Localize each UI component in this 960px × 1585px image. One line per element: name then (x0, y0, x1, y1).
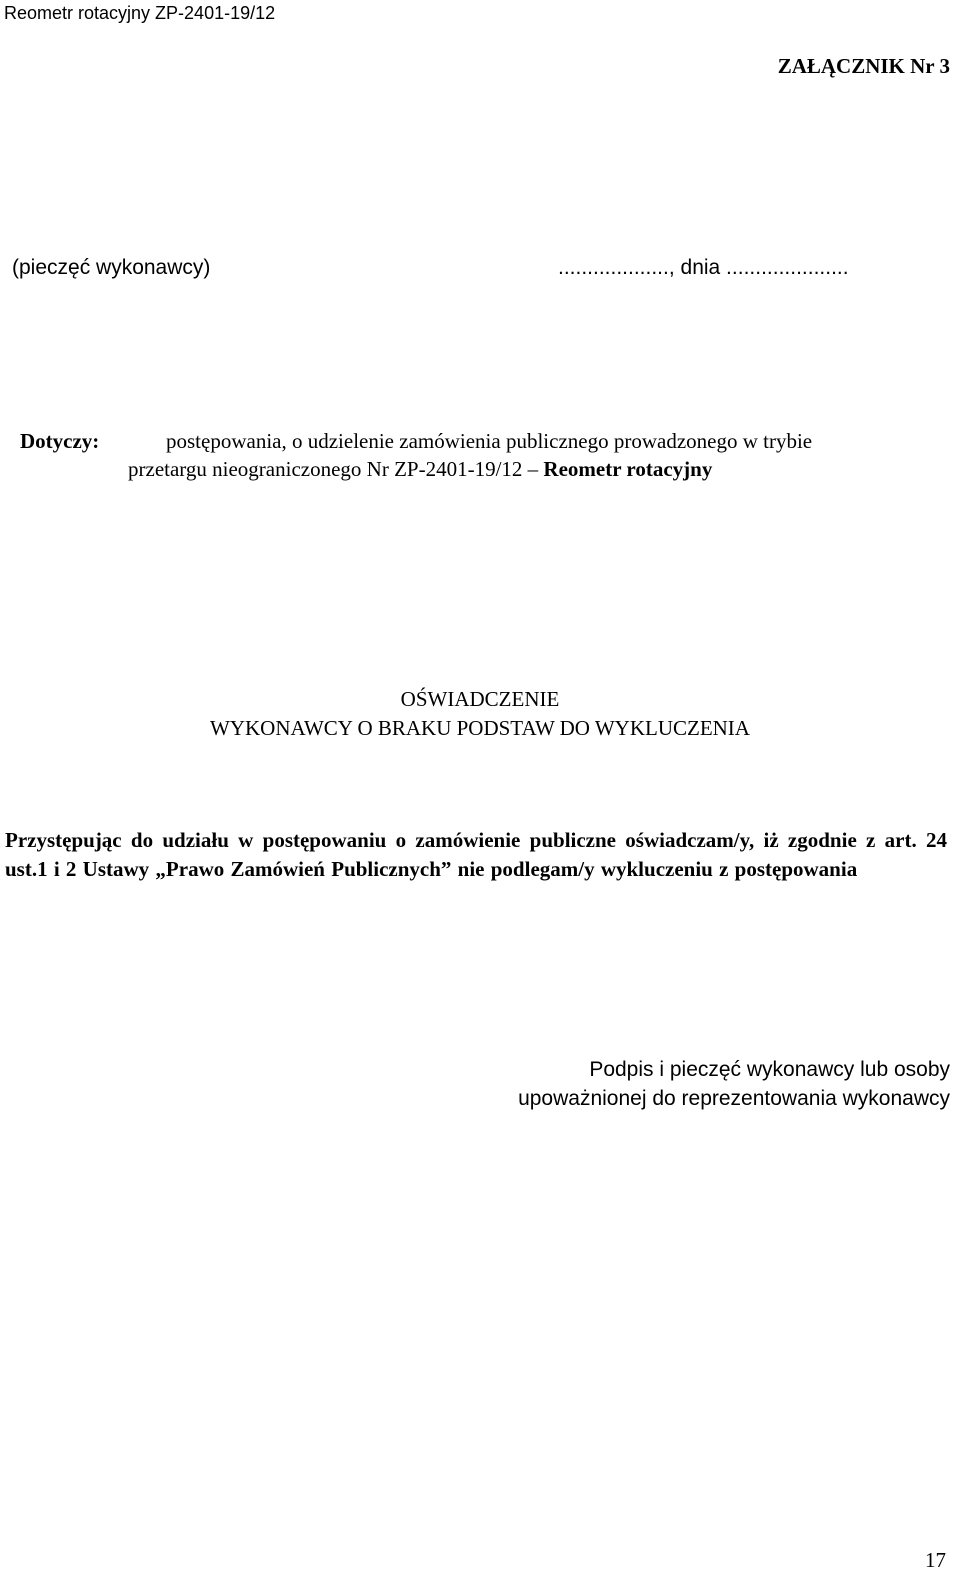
statement-title: OŚWIADCZENIE (400, 687, 560, 711)
contractor-stamp-label: (pieczęć wykonawcy) (12, 256, 211, 279)
running-header: Reometr rotacyjny ZP-2401-19/12 (4, 3, 276, 23)
concerns-line-1: postępowania, o udzielenie zamówienia publicznego prowadzonego w trybie (166, 429, 813, 453)
concerns-line-2 (128, 455, 712, 483)
subject-name: Reometr rotacyjny (543, 457, 713, 481)
statement-subtitle: WYKONAWCY O BRAKU PODSTAW DO WYKLUCZENIA (210, 716, 750, 740)
signature-block (350, 1055, 950, 1113)
statement-body: Przystępując do udziału w postępowaniu o zamówienie publiczne oświadczam/y, iż zgodnie z art. 24 ust.1 i 2 Ustawy „Prawo Zamówień Publicznych” nie podlegam/y wykluczeniu z postępowania (5, 828, 947, 881)
signature-line-2: upoważnionej do reprezentowania wykonawcy (518, 1087, 950, 1110)
date-field: ..................., dnia ..................... (558, 256, 849, 279)
concerns-label: Dotyczy: (20, 429, 100, 453)
page-number: 17 (925, 1548, 946, 1572)
annex-label: ZAŁĄCZNIK Nr 3 (777, 54, 950, 78)
signature-line-1: Podpis i pieczęć wykonawcy lub osoby (589, 1058, 950, 1081)
concerns-line-2-text: przetargu nieograniczonego Nr ZP-2401-19/12 – (128, 457, 544, 481)
